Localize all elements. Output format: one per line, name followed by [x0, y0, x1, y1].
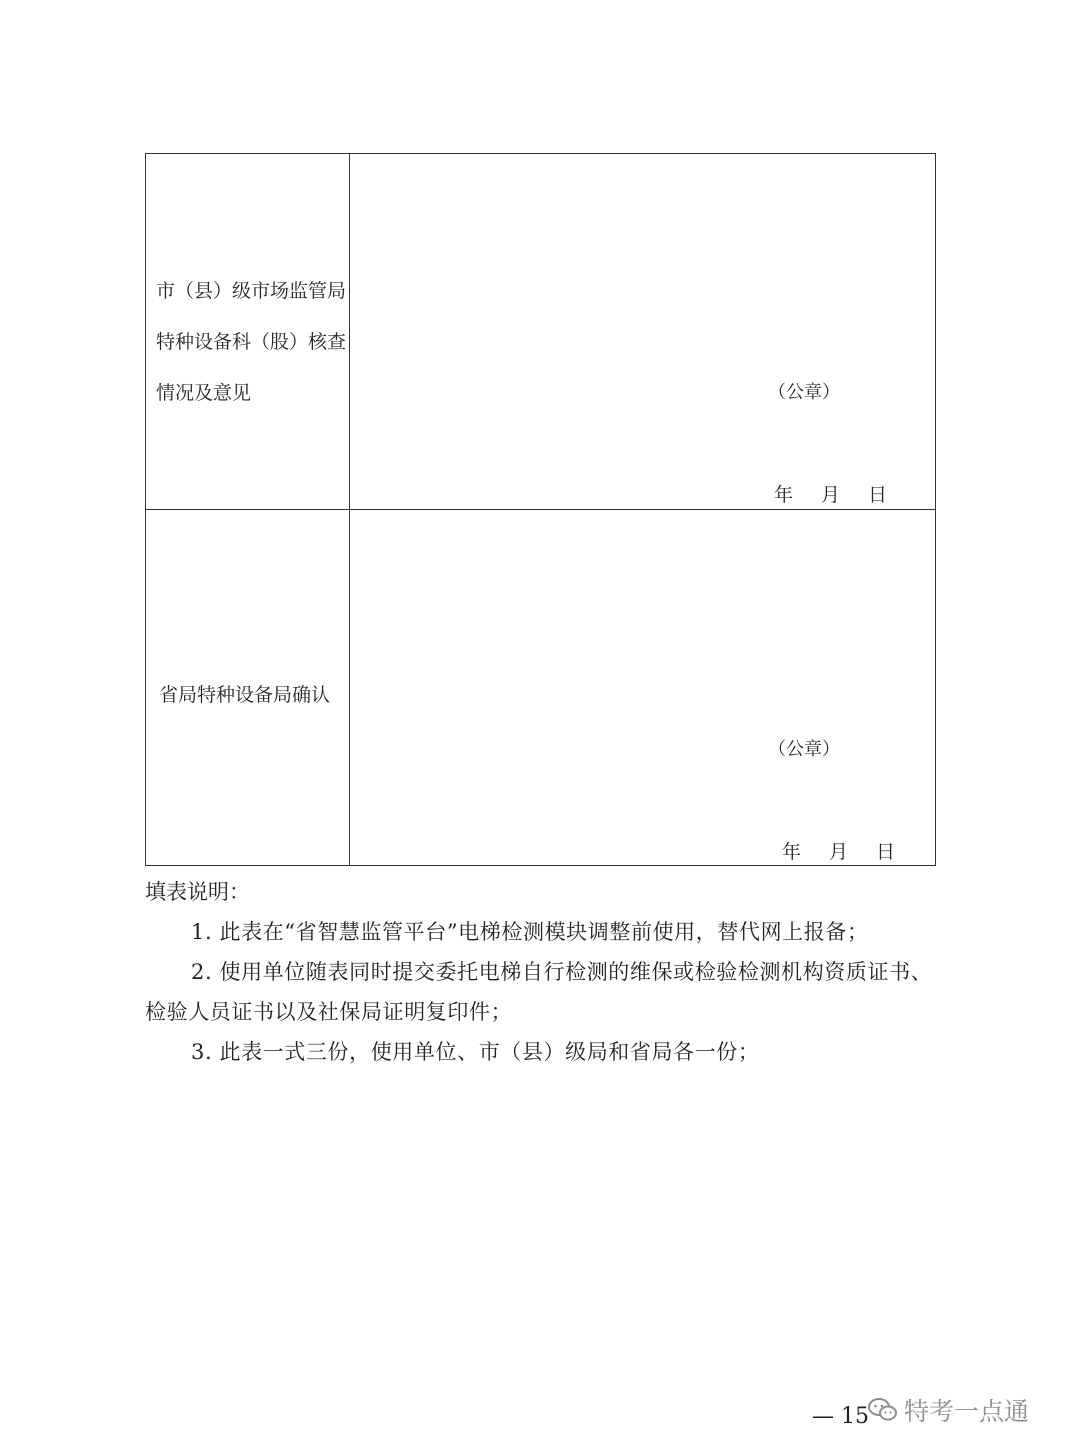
- confirmation-field[interactable]: [350, 510, 935, 865]
- table-row-city-review: [146, 154, 935, 510]
- watermark-text: 特考一点通: [904, 1397, 1030, 1426]
- label-line: 市（县）级市场监管局: [156, 280, 347, 302]
- page-number: — 15: [812, 1404, 869, 1429]
- date-line: [774, 480, 887, 507]
- wechat-icon: [868, 1397, 898, 1423]
- label-cell: [146, 154, 350, 509]
- row-label: [159, 670, 330, 721]
- day-label: 日: [876, 841, 896, 863]
- filling-instructions: [145, 872, 945, 1072]
- label-cell: [146, 510, 350, 865]
- instruction-item: 3. 此表一式三份，使用单位、市（县）级局和省局各一份；: [191, 1040, 760, 1064]
- day-label: 日: [868, 484, 888, 506]
- label-line: 情况及意见: [156, 382, 252, 404]
- table-row-province-confirm: [146, 510, 935, 865]
- label-line: 省局特种设备局确认: [159, 684, 331, 706]
- official-seal-label: （公章）: [768, 739, 840, 760]
- instructions-title: 填表说明：: [145, 880, 250, 904]
- row-label: [156, 266, 346, 419]
- instruction-item: 1. 此表在“省智慧监管平台”电梯检测模块调整前使用，替代网上报备；: [191, 920, 869, 944]
- instruction-item: 2. 使用单位随表同时提交委托电梯自行检测的维保或检验检测机构资质证书、检验人员证书以及社保局证明复印件；: [145, 960, 933, 1024]
- month-label: 月: [829, 841, 849, 863]
- year-label: 年: [782, 841, 802, 863]
- opinion-field[interactable]: [350, 154, 935, 509]
- month-label: 月: [821, 484, 841, 506]
- date-line: [782, 837, 895, 864]
- verification-form-table: [145, 153, 936, 866]
- year-label: 年: [774, 484, 794, 506]
- official-seal-label: （公章）: [768, 382, 840, 403]
- watermark: [868, 1392, 1029, 1428]
- label-line: 特种设备科（股）核查: [156, 331, 347, 353]
